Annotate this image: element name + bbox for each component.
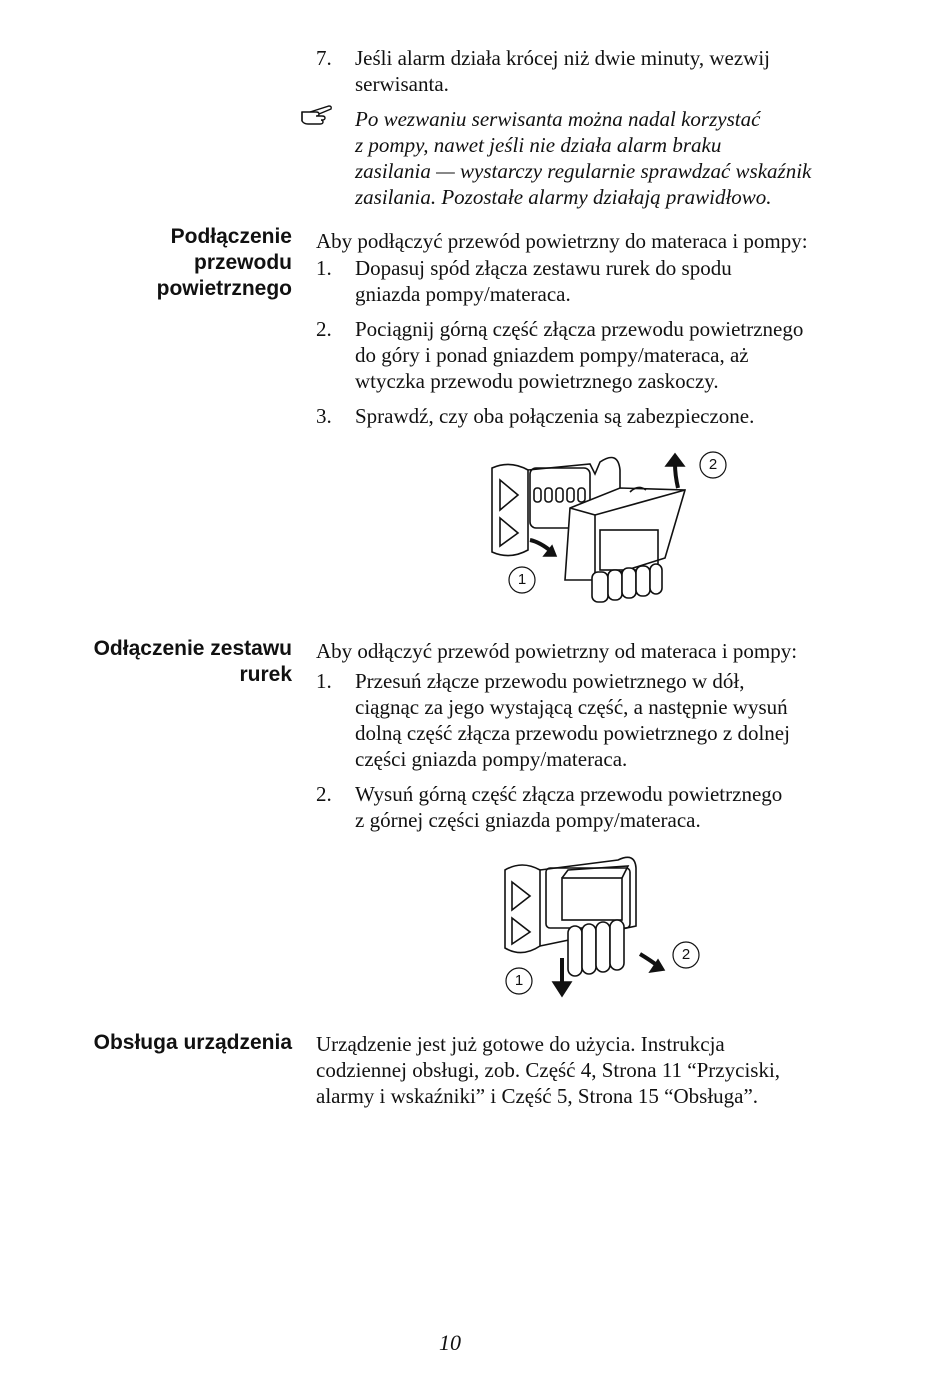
- callout-2: 2: [708, 456, 718, 473]
- section-heading-operation: Obsługa urządzenia: [93, 1031, 292, 1054]
- operation-text: Urządzenie jest już gotowe do użycia. Instrukcja codziennej obsługi, zob. Część 4, Strona 11 “Przyciski, alarmy i wskaźniki” i Część 5, Strona 15 “Obsługa”.: [316, 1032, 781, 1108]
- step-number: 1.: [316, 669, 332, 693]
- step-text: Jeśli alarm działa krócej niż dwie minuty, wezwij serwisanta.: [355, 46, 770, 96]
- figure-disconnect-illustration: [490, 848, 720, 1003]
- step-text: Sprawdź, czy oba połączenia są zabezpieczone.: [355, 404, 755, 428]
- page-number: 10: [439, 1330, 461, 1355]
- note-text: Po wezwaniu serwisanta można nadal korzystać z pompy, nawet jeśli nie działa alarm braku zasilania — wystarczy regularnie sprawdzać wskaźnik zasilania. Pozostałe alarmy działają prawidłowo.: [355, 107, 812, 209]
- callout-2: 2: [681, 946, 691, 963]
- step-number: 2.: [316, 317, 332, 341]
- figure-connect-illustration: [470, 440, 740, 620]
- disconnect-intro: Aby odłączyć przewód powietrzny od materaca i pompy:: [316, 639, 798, 663]
- step-number: 3.: [316, 404, 332, 428]
- section-heading-connect-air-hose: Podłączenie przewodu powietrznego: [156, 225, 292, 300]
- step-text: Dopasuj spód złącza zestawu rurek do spodu gniazda pompy/materaca.: [355, 256, 732, 306]
- callout-1: 1: [514, 972, 524, 989]
- step-text: Wysuń górną część złącza przewodu powietrznego z górnej części gniazda pompy/materaca.: [355, 782, 783, 832]
- section-heading-disconnect-hose: Odłączenie zestawu rurek: [93, 637, 292, 686]
- step-text: Przesuń złącze przewodu powietrznego w dół, ciągnąc za jego wystającą część, a następnie wysuń dolną część złącza przewodu powietrznego z dolnej części gniazda pompy/materaca.: [355, 669, 790, 771]
- step-text: Pociągnij górną część złącza przewodu powietrznego do góry i ponad gniazdem pompy/materaca, aż wtyczka przewodu powietrznego zaskoczy.: [355, 317, 804, 393]
- step-number: 2.: [316, 782, 332, 806]
- pointing-hand-icon: [300, 103, 336, 129]
- connect-intro: Aby podłączyć przewód powietrzny do materaca i pompy:: [316, 229, 808, 253]
- step-number: 1.: [316, 256, 332, 280]
- callout-1: 1: [517, 571, 527, 588]
- step-number: 7.: [316, 46, 332, 70]
